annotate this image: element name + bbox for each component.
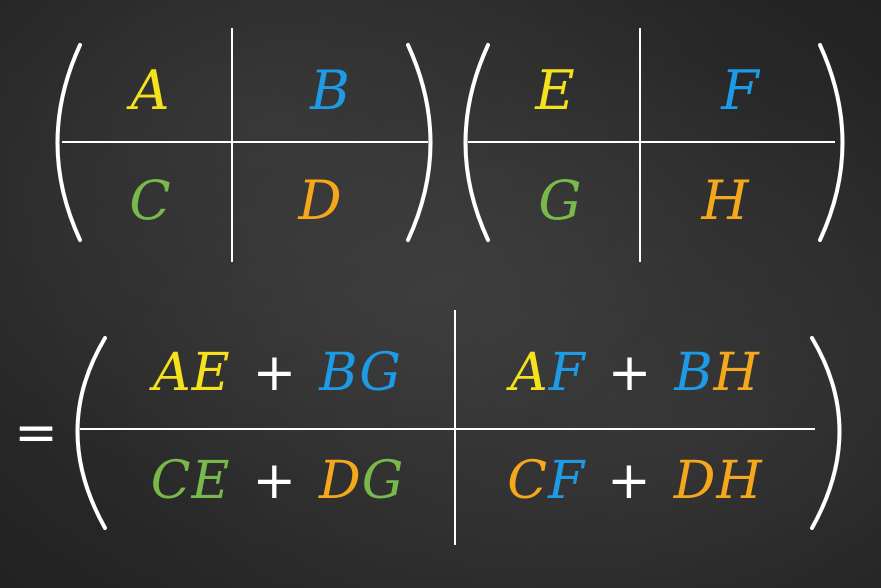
matrix2-entry-f: F [721,58,759,122]
equals-sign: = [14,403,58,463]
term-ce: CE [150,451,231,511]
term-a: A [510,343,549,403]
matrix1-entry-c: C [129,168,171,232]
term-f: F [548,343,586,403]
result-right-paren [812,338,840,528]
plus-sign: + [607,451,652,511]
matrix1-entry-d: D [298,168,342,232]
plus-sign: + [252,343,298,403]
result-left-paren [78,338,106,528]
result-entry-r1c2 [470,338,800,408]
term-bg: BG [319,343,402,403]
matrix2-entry-e: E [535,58,575,122]
plus-sign: + [252,451,298,511]
matrix2-entry-g: G [538,168,582,232]
term-dh: DH [673,451,763,511]
result-entry-r2c1 [110,446,445,516]
result-entry-r2c2 [470,446,800,516]
term-d: D [319,451,362,511]
term-b: B [674,343,714,403]
term-h: H [713,343,760,403]
matrix2-entry-h: H [701,168,749,232]
term-f: F [548,451,586,511]
plus-sign: + [607,343,653,403]
term-c: C [507,451,549,511]
matrix1-entry-b: B [310,58,350,122]
term-ae: AE [153,343,231,403]
matrix1-entry-a: A [130,58,170,122]
result-entry-r1c1 [110,338,445,408]
term-g: G [361,451,405,511]
